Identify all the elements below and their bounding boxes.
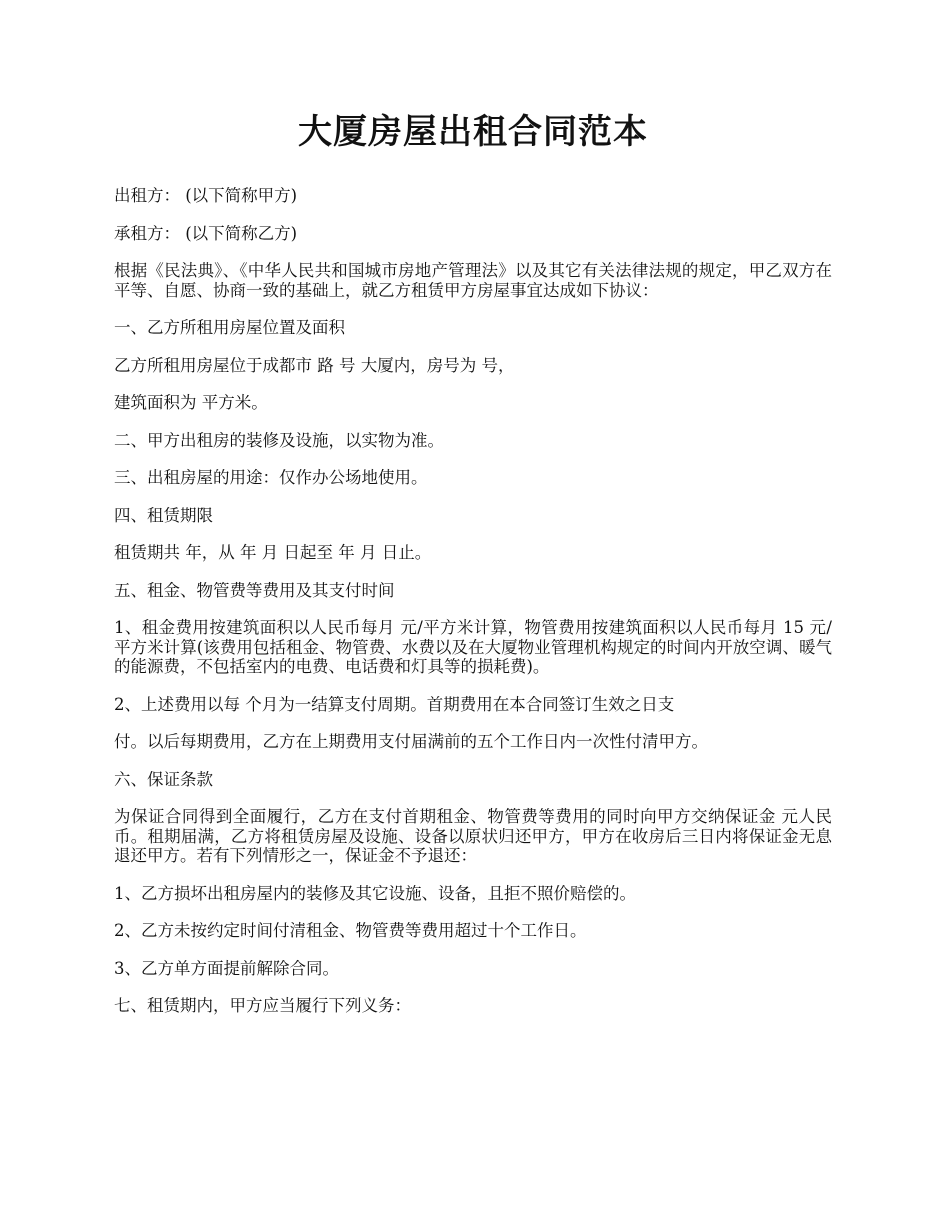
area-paragraph: 建筑面积为 平方米。	[114, 393, 268, 412]
preamble-paragraph: 根据《民法典》、《中华人民共和国城市房地产管理法》以及其它有关法律法规的规定，甲乙双方在平等、自愿、协商一致的基础上，就乙方租赁甲方房屋事宜达成如下协议：	[114, 261, 832, 300]
deposit-paragraph: 为保证合同得到全面履行，乙方在支付首期租金、物管费等费用的同时向甲方交纳保证金 元人民币。租期届满，乙方将租赁房屋及设施、设备以原状归还甲方，甲方在收房后三日内将保证金无息退还甲方。若有下列情形之一，保证金不予退还：	[114, 807, 832, 865]
rent-clause-2: 2、上述费用以每 个月为一结算支付周期。首期费用在本合同签订生效之日支	[114, 694, 675, 714]
section-heading-4: 四、租赁期限	[114, 505, 213, 525]
section-heading-3: 三、出租房屋的用途：仅作办公场地使用。	[114, 468, 428, 487]
section-heading-2: 二、甲方出租房的装修及设施，以实物为准。	[114, 430, 444, 450]
section-heading-6: 六、保证条款	[114, 769, 213, 789]
section-heading-5: 五、租金、物管费等费用及其支付时间	[114, 580, 395, 600]
term-paragraph: 租赁期共 年，从 年 月 日起至 年 月 日止。	[114, 543, 432, 562]
rent-clause-1: 1、租金费用按建筑面积以人民币每月 元/平方米计算，物管费用按建筑面积以人民币每月 15 元/平方米计算(该费用包括租金、物管费、水费以及在大厦物业管理机构规定的时间内开放空调、暖气的能源费，不包括室内的电费、电话费和灯具等的损耗费)。	[114, 618, 832, 676]
location-paragraph: 乙方所租用房屋位于成都市 路 号 大厦内，房号为 号，	[114, 355, 515, 375]
rent-clause-2-continued: 付。以后每期费用，乙方在上期费用支付届满前的五个工作日内一次性付清甲方。	[114, 732, 708, 751]
document-title: 大厦房屋出租合同范本	[298, 112, 648, 152]
section-heading-1: 一、乙方所租用房屋位置及面积	[114, 318, 345, 337]
section-heading-7: 七、租赁期内，甲方应当履行下列义务：	[114, 996, 411, 1015]
deposit-condition-2: 2、乙方未按约定时间付清租金、物管费等费用超过十个工作日。	[114, 921, 587, 940]
lessee-line: 承租方： (以下简称乙方)	[114, 223, 298, 243]
lessor-line: 出租方： (以下简称甲方)	[114, 186, 298, 205]
deposit-condition-1: 1、乙方损坏出租房屋内的装修及其它设施、设备，且拒不照价赔偿的。	[114, 883, 636, 903]
deposit-condition-3: 3、乙方单方面提前解除合同。	[114, 958, 339, 978]
